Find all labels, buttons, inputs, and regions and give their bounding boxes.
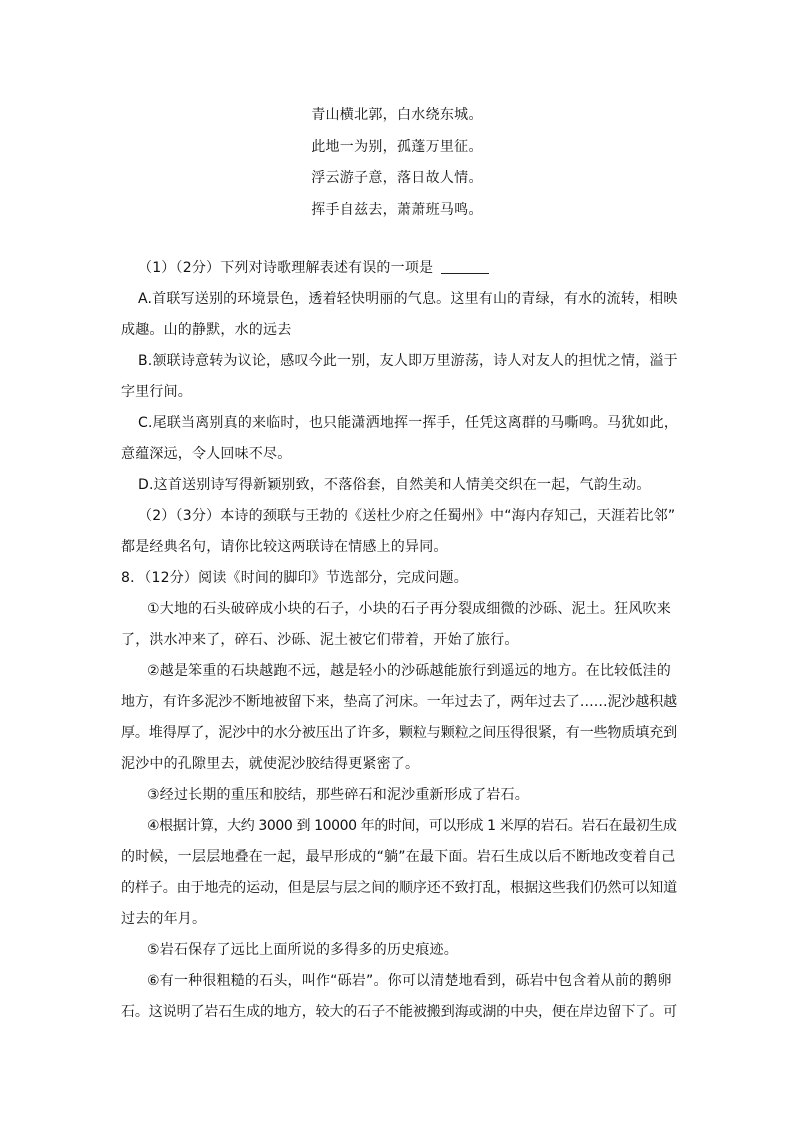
poem: [0, 100, 794, 226]
passage-line: 泥沙中的孔隙里去，就使泥沙胶结得更紧密了。: [121, 756, 420, 772]
passage-line: 石。这说明了岩石生成的地方，较大的石子不能被搬到海或湖的中央，便在岸边留下了。可: [121, 1004, 677, 1020]
passage-line: ⑤岩石保存了远比上面所说的多得多的历史痕迹。: [147, 942, 458, 958]
passage-line: 了，洪水冲来了，碎石、沙砾、泥土被它们带着，开始了旅行。: [121, 632, 519, 648]
passage-line: 的样子。由于地壳的运动，但是层与层之间的顺序还不致打乱，根据这些我们仍然可以知道: [121, 880, 677, 896]
answer-blank: [441, 259, 489, 274]
passage-line: ①大地的石头破碎成小块的石子，小块的石子再分裂成细微的沙砾、泥土。狂风吹来: [147, 601, 671, 617]
poem-line: 此地一为别，孤蓬万里征。: [311, 138, 483, 155]
option-a-line: 成趣。山的静默，水的远去: [121, 322, 292, 338]
poem-line: 挥手自兹去，萧萧班马鸣。: [311, 201, 483, 218]
passage-line: 地方，有许多泥沙不断地被留下来，垫高了河床。一年过去了，两年过去了……泥沙越积越: [121, 694, 677, 710]
passage-line: 的时候，一层层地叠在一起，最早形成的“躺”在最下面。岩石生成以后不断地改变着自己: [121, 849, 676, 865]
passage-line: 过去的年月。: [121, 911, 207, 927]
option-c-line: 意蕴深远，令人回味不尽。: [121, 446, 292, 462]
option-b-line: 字里行间。: [121, 384, 192, 400]
option-a-line: A.首联写送别的环境景色，透着轻快明丽的气息。这里有山的青绿，有水的流转，相映: [138, 291, 678, 307]
passage-line: ⑥有一种很粗糙的石头，叫作“砾岩”。你可以清楚地看到，砾岩中包含着从前的鹅卵: [147, 973, 672, 989]
option-c-line: C.尾联当离别真的来临时，也只能潇洒地挥一挥手，任凭这离群的马嘶鸣。马犹如此，: [138, 415, 679, 431]
poem-line: 浮云游子意，落日故人情。: [311, 170, 483, 186]
question-2-line: 都是经典名句，请你比较这两联诗在情感上的异同。: [121, 539, 448, 555]
question-8-title: 8．（12分）阅读《时间的脚印》节选部分，完成问题。: [121, 570, 468, 586]
question-1-stem-row: [138, 258, 489, 278]
passage-line: ②越是笨重的石块越跑不远，越是轻小的沙砾越能旅行到遥远的地方。在比较低洼的: [147, 663, 671, 679]
question-2-line: （2）（3分）本诗的颈联与王勃的《送杜少府之任蜀州》中“海内存知己，天涯若比邻”: [138, 508, 676, 524]
poem-line: 青山横北郭，白水绕东城。: [311, 107, 483, 123]
option-d-line: D.这首送别诗写得新颖别致，不落俗套，自然美和人情美交织在一起，气韵生动。: [138, 477, 651, 493]
passage-line: ④根据计算，大约 3000 到 10000 年的时间，可以形成 1 米厚的岩石。岩石在最初生成: [147, 818, 677, 834]
passage-line: 厚。堆得厚了，泥沙中的水分被压出了许多，颗粒与颗粒之间压得很紧，有一些物质填充到: [121, 725, 677, 741]
passage-line: ③经过长期的重压和胶结，那些碎石和泥沙重新形成了岩石。: [147, 787, 529, 803]
question-1-stem: （1）（2分）下列对诗歌理解表述有误的一项是: [138, 260, 434, 276]
option-b-line: B.颔联诗意转为议论，感叹今此一别，友人即万里游荡，诗人对友人的担忧之情，溢于: [138, 353, 678, 369]
